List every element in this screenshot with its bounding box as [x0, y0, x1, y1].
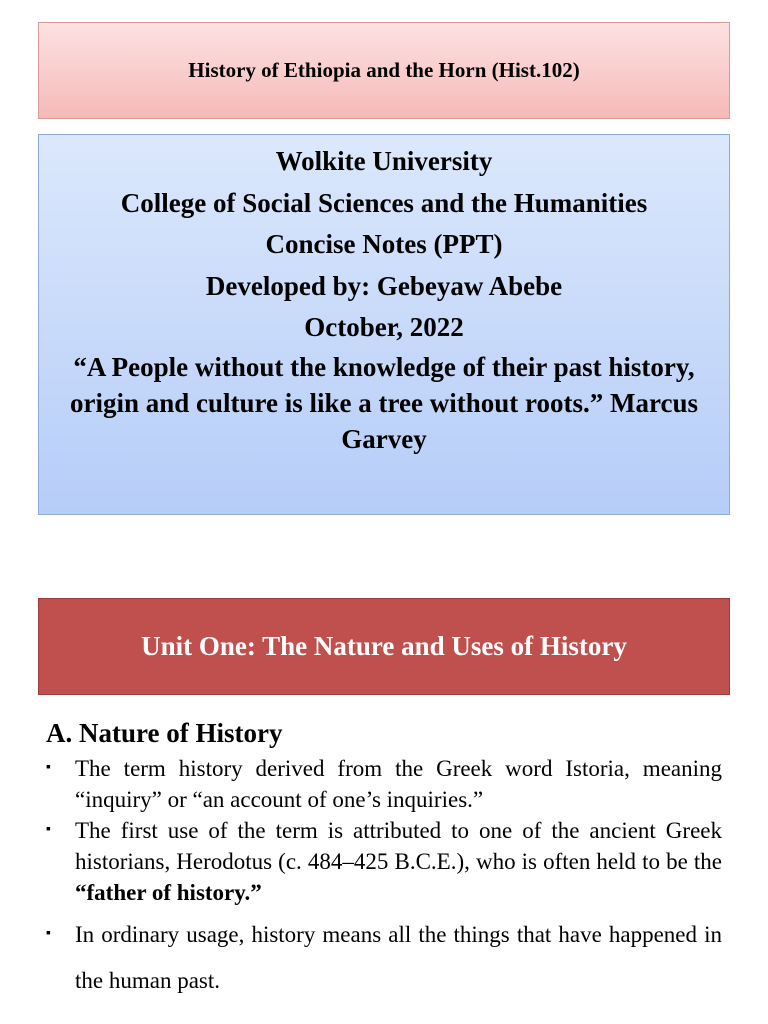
- bullet-square-icon: ▪: [46, 760, 51, 775]
- bullet-text: The term history derived from the Greek word Istoria, meaning “inquiry” or “an account of one’s inquiries.”: [75, 756, 722, 812]
- title-info-box: [38, 134, 730, 515]
- unit-title-banner: [38, 598, 730, 695]
- section-heading: A. Nature of History: [46, 718, 283, 748]
- bullet-bold-phrase: “father of history.”: [75, 880, 262, 905]
- date-line: October, 2022: [304, 312, 464, 342]
- course-title: History of Ethiopia and the Horn (Hist.102): [188, 58, 580, 82]
- course-title-banner: [38, 22, 730, 119]
- bullet-text: In ordinary usage, history means all the things that have happened in the human past.: [75, 922, 722, 993]
- document-type: Concise Notes (PPT): [265, 229, 503, 259]
- bullet-square-icon: ▪: [46, 926, 51, 941]
- bullet-square-icon: ▪: [46, 822, 51, 837]
- college-name: College of Social Sciences and the Humanities: [120, 187, 648, 218]
- bullet-text-container: [75, 815, 722, 908]
- bullet-list: [46, 753, 722, 1004]
- list-item: [46, 815, 722, 908]
- bullet-text: The first use of the term is attributed to one of the ancient Greek historians, Herodotus (c. 484–425 B.C.E.), who is often held to be the: [75, 818, 722, 874]
- garvey-quote: “A People without the knowledge of their past history, origin and culture is like a tree without roots.” Marcus Garvey: [70, 351, 698, 454]
- author-line: Developed by: Gebeyaw Abebe: [205, 270, 563, 301]
- list-item: [46, 912, 722, 1004]
- unit-title: Unit One: The Nature and Uses of History: [141, 631, 627, 661]
- university-name: Wolkite University: [275, 146, 493, 176]
- list-item: [46, 753, 722, 815]
